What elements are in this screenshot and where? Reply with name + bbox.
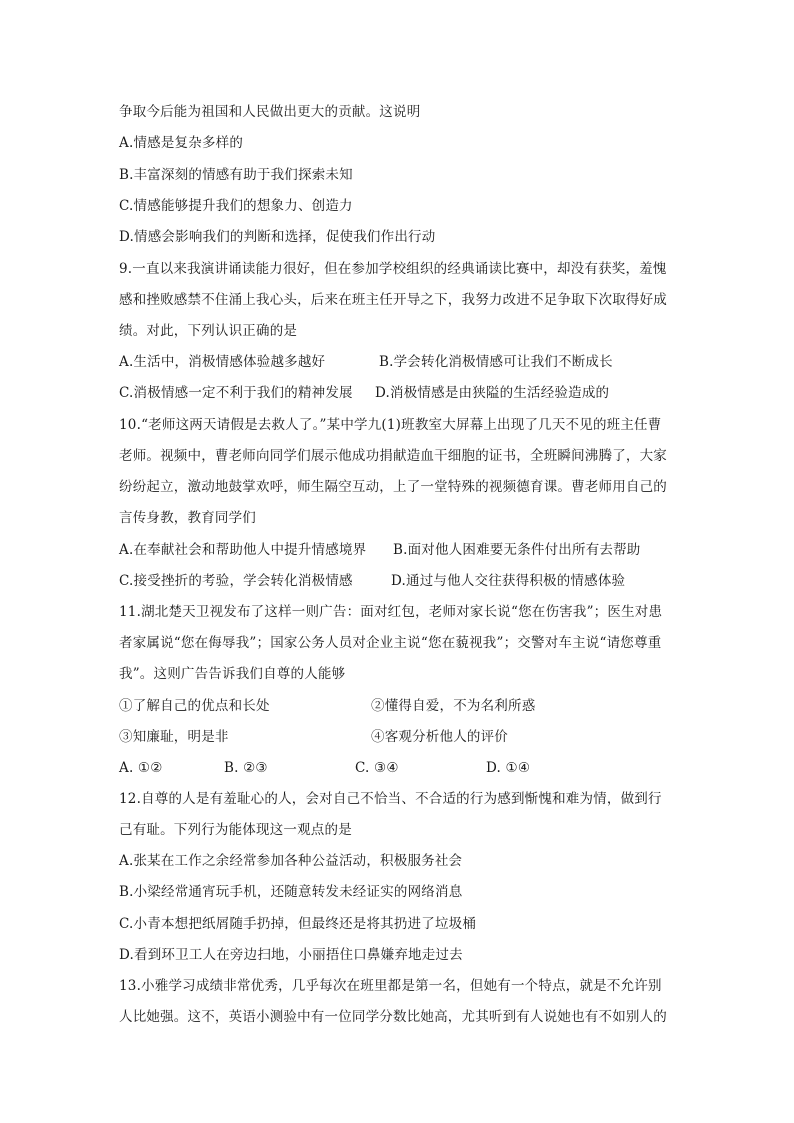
q11-stem-line-3: 我”。这则广告告诉我们自尊的人能够 xyxy=(119,666,346,682)
q13-stem-line-1: 13.小雅学习成绩非常优秀，几乎每次在班里都是第一名，但她有一个特点，就是不允许别 xyxy=(119,978,662,994)
q8-stem-tail: 争取今后能为祖国和人民做出更大的贡献。这说明 xyxy=(119,104,421,120)
q9-option-d: D.消极情感是由狭隘的生活经验造成的 xyxy=(375,385,610,401)
q12-option-d: D.看到环卫工人在旁边扫地，小丽捂住口鼻嫌弃地走过去 xyxy=(119,947,463,963)
q10-stem-line-2: 老师。视频中，曹老师向同学们展示他成功捐献造血干细胞的证书，全班瞬间沸腾了，大家 xyxy=(119,448,667,464)
q12-option-b: B.小梁经常通宵玩手机，还随意转发未经证实的网络消息 xyxy=(119,884,463,900)
q10-option-c: C.接受挫折的考验，学会转化消极情感 xyxy=(119,573,353,589)
q9-stem-line-2: 感和挫败感禁不住涌上我心头，后来在班主任开导之下，我努力改进不足争取下次取得好成 xyxy=(119,292,667,308)
q8-option-d: D.情感会影响我们的判断和选择，促使我们作出行动 xyxy=(119,229,436,245)
q10-option-a: A.在奉献社会和帮助他人中提升情感境界 xyxy=(119,542,367,558)
q8-option-a: A.情感是复杂多样的 xyxy=(119,135,244,151)
q8-option-b: B.丰富深刻的情感有助于我们探索未知 xyxy=(119,167,353,183)
q11-item-4: ④客观分析他人的评价 xyxy=(371,729,508,745)
q10-option-b: B.面对他人困难要无条件付出所有去帮助 xyxy=(393,542,641,558)
q11-option-a: A. ①② xyxy=(119,760,163,776)
q11-option-c: C. ③④ xyxy=(355,760,399,776)
q11-item-3: ③知廉耻，明是非 xyxy=(119,729,229,745)
q10-stem-line-3: 纷纷起立，激动地鼓掌欢呼，师生隔空互动，上了一堂特殊的视频德育课。曹老师用自己的 xyxy=(119,479,667,495)
q9-stem-line-1: 9.一直以来我演讲诵读能力很好，但在参加学校组织的经典诵读比赛中，却没有获奖，羞愧 xyxy=(119,261,667,277)
q13-stem-line-2: 人比她强。这不，英语小测验中有一位同学分数比她高，尤其听到有人说她也有不如别人的 xyxy=(119,1009,667,1025)
q11-option-d: D. ①④ xyxy=(486,760,531,776)
q11-option-b: B. ②③ xyxy=(224,760,268,776)
q9-stem-line-3: 绩。对此，下列认识正确的是 xyxy=(119,323,298,339)
q12-stem-line-2: 己有耻。下列行为能体现这一观点的是 xyxy=(119,822,352,838)
q9-option-c: C.消极情感一定不利于我们的精神发展 xyxy=(119,385,353,401)
q8-option-c: C.情感能够提升我们的想象力、创造力 xyxy=(119,198,353,214)
q12-stem-line-1: 12.自尊的人是有羞耻心的人，会对自己不恰当、不合适的行为感到惭愧和难为情，做到行 xyxy=(119,791,662,807)
q11-stem-line-2: 者家属说“您在侮辱我”；国家公务人员对企业主说“您在藐视我”；交警对车主说“请您尊重 xyxy=(119,635,662,651)
q10-option-d: D.通过与他人交往获得积极的情感体验 xyxy=(391,573,626,589)
q12-option-a: A.张某在工作之余经常参加各种公益活动，积极服务社会 xyxy=(119,853,463,869)
q12-option-c: C.小青本想把纸屑随手扔掉，但最终还是将其扔进了垃圾桶 xyxy=(119,916,477,932)
q11-item-1: ①了解自己的优点和长处 xyxy=(119,698,270,714)
q9-option-a: A.生活中，消极情感体验越多越好 xyxy=(119,354,326,370)
q10-stem-line-4: 言传身教，教育同学们 xyxy=(119,510,256,526)
q9-option-b: B.学会转化消极情感可让我们不断成长 xyxy=(379,354,613,370)
q11-stem-line-1: 11.湖北楚天卫视发布了这样一则广告：面对红包，老师对家长说“您在伤害我”；医生对患 xyxy=(119,604,663,620)
q11-item-2: ②懂得自爱，不为名利所惑 xyxy=(371,698,536,714)
q10-stem-line-1: 10.“老师这两天请假是去救人了。”某中学九(1)班教室大屏幕上出现了几天不见的班主任曹 xyxy=(119,417,662,433)
